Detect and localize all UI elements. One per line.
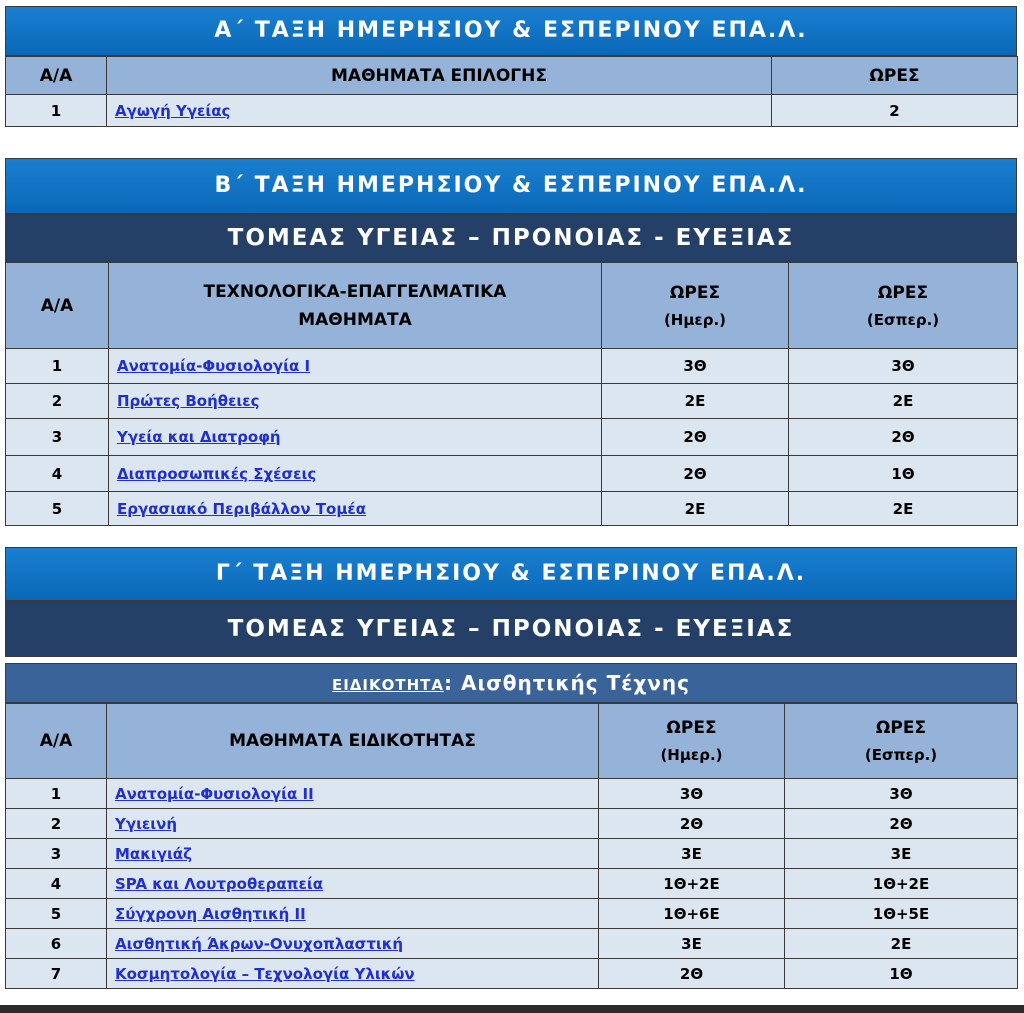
class-c-header-row <box>6 704 1018 779</box>
course-link[interactable]: Εργασιακό Περιβάλλον Τομέα <box>117 499 367 518</box>
table-row <box>6 809 1018 839</box>
hours-eve-cell: 1Θ <box>785 959 1018 989</box>
table-row <box>6 95 1018 127</box>
row-number: 6 <box>6 929 107 959</box>
table-row <box>6 839 1018 869</box>
course-link[interactable]: Αγωγή Υγείας <box>115 101 231 120</box>
course-link[interactable]: Πρώτες Βοήθειες <box>117 392 260 410</box>
hours-eve-cell: 2Ε <box>789 384 1018 419</box>
course-cell <box>107 779 599 809</box>
aa-header: Α/Α <box>6 263 109 349</box>
hours-day-header <box>602 263 789 349</box>
table-row <box>6 492 1018 526</box>
class-a-table <box>5 56 1018 127</box>
table-row <box>6 419 1018 456</box>
table-row <box>6 384 1018 419</box>
hours-eve-cell: 3Θ <box>789 349 1018 384</box>
table-row <box>6 349 1018 384</box>
row-number: 5 <box>6 899 107 929</box>
row-number: 3 <box>6 419 109 456</box>
hours-eve-header-line2: (Εσπερ.) <box>864 746 938 764</box>
course-cell <box>107 839 599 869</box>
course-cell <box>107 899 599 929</box>
class-c-specialty <box>5 663 1017 703</box>
hours-day-cell: 2Θ <box>599 959 785 989</box>
table-row <box>6 456 1018 492</box>
row-number: 1 <box>6 349 109 384</box>
row-number: 1 <box>6 95 107 127</box>
hours-day-header-line1: ΩΡΕΣ <box>669 282 721 303</box>
class-a-title: Α΄ ΤΑΞΗ ΗΜΕΡΗΣΙΟΥ & ΕΣΠΕΡΙΝΟΥ ΕΠΑ.Λ. <box>5 6 1017 56</box>
hours-eve-cell: 3Ε <box>785 839 1018 869</box>
course-link[interactable]: Υγεία και Διατροφή <box>117 428 281 446</box>
hours-day-cell: 2Θ <box>599 809 785 839</box>
course-cell <box>107 95 772 127</box>
hours-day-header-line1: ΩΡΕΣ <box>666 718 717 738</box>
table-row <box>6 929 1018 959</box>
hours-eve-header-line1: ΩΡΕΣ <box>877 282 929 303</box>
subject-header-line1: ΤΕΧΝΟΛΟΓΙΚΑ-ΕΠΑΓΓΕΛΜΑΤΙΚΑ <box>203 281 507 302</box>
row-number: 2 <box>6 384 109 419</box>
subject-header: ΜΑΘΗΜΑΤΑ ΕΙΔΙΚΟΤΗΤΑΣ <box>107 704 599 779</box>
hours-day-header-line2: (Ημερ.) <box>660 746 723 764</box>
class-b-title: Β΄ ΤΑΞΗ ΗΜΕΡΗΣΙΟΥ & ΕΣΠΕΡΙΝΟΥ ΕΠΑ.Λ. <box>5 158 1017 214</box>
class-a-section <box>5 6 1017 127</box>
hours-eve-cell: 1Θ+2Ε <box>785 869 1018 899</box>
class-b-section <box>5 158 1017 526</box>
course-cell <box>107 809 599 839</box>
hours-day-cell: 3Ε <box>599 929 785 959</box>
course-link[interactable]: SPA και Λουτροθεραπεία <box>115 874 324 893</box>
class-c-title: Γ΄ ΤΑΞΗ ΗΜΕΡΗΣΙΟΥ & ΕΣΠΕΡΙΝΟΥ ΕΠΑ.Λ. <box>5 547 1017 601</box>
hours-day-cell: 2Θ <box>602 419 789 456</box>
table-row <box>6 899 1018 929</box>
subject-header <box>109 263 602 349</box>
class-b-header-row <box>6 263 1018 349</box>
aa-header: Α/Α <box>6 704 107 779</box>
table-row <box>6 959 1018 989</box>
row-number: 2 <box>6 809 107 839</box>
hours-eve-header <box>789 263 1018 349</box>
course-link[interactable]: Αισθητική Άκρων-Ονυχοπλαστική <box>115 934 404 953</box>
course-cell <box>109 384 602 419</box>
specialty-key: ΕΙΔΙΚΟΤΗΤΑ <box>331 676 444 694</box>
hours-eve-header <box>785 704 1018 779</box>
hours-eve-cell: 1Θ <box>789 456 1018 492</box>
hours-day-header <box>599 704 785 779</box>
course-link[interactable]: Κοσμητολογία – Τεχνολογία Υλικών <box>115 964 415 983</box>
row-number: 4 <box>6 456 109 492</box>
specialty-value: : Αισθητικής Τέχνης <box>444 671 691 695</box>
subject-header-line2: ΜΑΘΗΜΑΤΑ <box>298 309 412 330</box>
row-number: 3 <box>6 839 107 869</box>
hours-day-cell: 2Θ <box>602 456 789 492</box>
row-number: 5 <box>6 492 109 526</box>
course-link[interactable]: Ανατομία-Φυσιολογία Ι <box>117 357 311 375</box>
hours-eve-cell: 2Ε <box>785 929 1018 959</box>
hours-cell: 2 <box>772 95 1018 127</box>
hours-eve-header-line1: ΩΡΕΣ <box>875 718 927 738</box>
class-c-section <box>5 547 1017 989</box>
hours-day-cell: 2Ε <box>602 384 789 419</box>
hours-eve-cell: 2Ε <box>789 492 1018 526</box>
course-cell <box>109 492 602 526</box>
course-cell <box>109 456 602 492</box>
hours-day-cell: 2Ε <box>602 492 789 526</box>
aa-header: Α/Α <box>6 57 107 95</box>
class-b-table <box>5 262 1018 526</box>
row-number: 7 <box>6 959 107 989</box>
course-cell <box>109 349 602 384</box>
hours-eve-cell: 2Θ <box>785 809 1018 839</box>
hours-day-cell: 1Θ+6Ε <box>599 899 785 929</box>
course-link[interactable]: Διαπροσωπικές Σχέσεις <box>117 464 317 483</box>
course-cell <box>107 869 599 899</box>
course-cell <box>109 419 602 456</box>
class-a-header-row <box>6 57 1018 95</box>
hours-header: ΩΡΕΣ <box>772 57 1018 95</box>
hours-eve-cell: 2Θ <box>789 419 1018 456</box>
course-link[interactable]: Μακιγιάζ <box>115 844 192 863</box>
class-c-table <box>5 703 1018 989</box>
row-number: 1 <box>6 779 107 809</box>
hours-day-cell: 1Θ+2Ε <box>599 869 785 899</box>
course-cell <box>107 959 599 989</box>
hours-day-cell: 3Θ <box>602 349 789 384</box>
class-b-sector: ΤΟΜΕΑΣ ΥΓΕΙΑΣ – ΠΡΟΝΟΙΑΣ - ΕΥΕΞΙΑΣ <box>5 214 1017 262</box>
bottom-edge-strip <box>0 1005 1024 1013</box>
hours-eve-cell: 1Θ+5Ε <box>785 899 1018 929</box>
table-row <box>6 779 1018 809</box>
hours-day-cell: 3Θ <box>599 779 785 809</box>
hours-day-header-line2: (Ημερ.) <box>663 310 727 329</box>
class-c-sector: ΤΟΜΕΑΣ ΥΓΕΙΑΣ – ΠΡΟΝΟΙΑΣ - ΕΥΕΞΙΑΣ <box>5 601 1017 657</box>
course-cell <box>107 929 599 959</box>
course-link[interactable]: Ανατομία-Φυσιολογία ΙΙ <box>115 784 314 803</box>
subject-header: ΜΑΘΗΜΑΤΑ ΕΠΙΛΟΓΗΣ <box>107 57 772 95</box>
hours-day-cell: 3Ε <box>599 839 785 869</box>
table-row <box>6 869 1018 899</box>
course-link[interactable]: Σύγχρονη Αισθητική ΙΙ <box>115 904 306 923</box>
row-number: 4 <box>6 869 107 899</box>
course-link[interactable]: Υγιεινή <box>115 814 178 833</box>
hours-eve-header-line2: (Εσπερ.) <box>866 310 940 329</box>
hours-eve-cell: 3Θ <box>785 779 1018 809</box>
